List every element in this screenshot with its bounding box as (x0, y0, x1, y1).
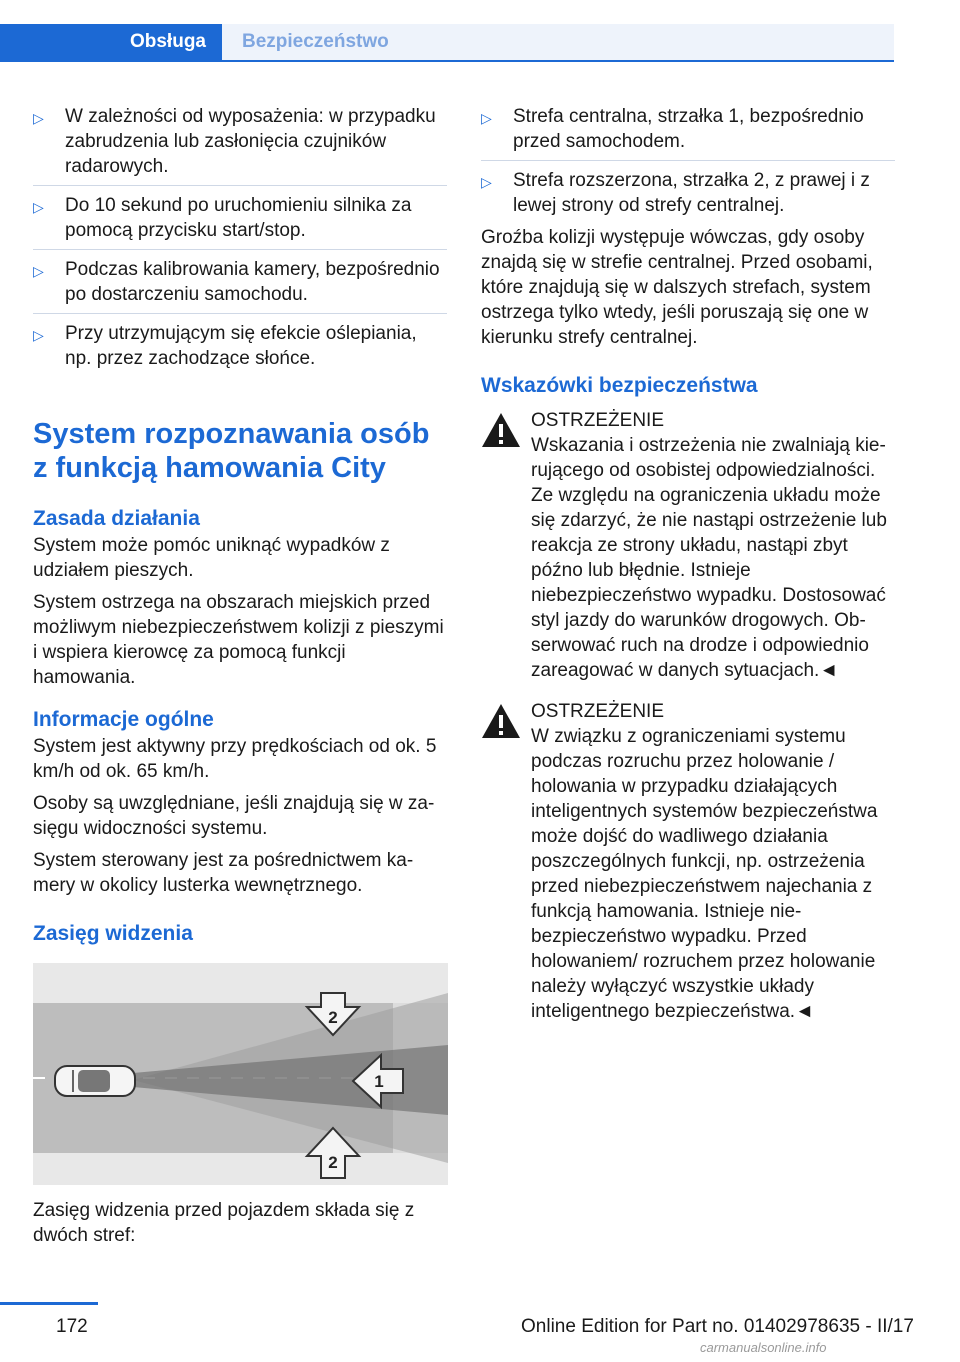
footer-divider (0, 1302, 98, 1305)
list-item: ▷ W zależności od wyposażenia: w przypadku zabrudzenia lub zasłonięcia czujników radarowych. (33, 106, 436, 177)
watermark: carmanualsonline.info (700, 1340, 827, 1355)
warning-text: Wskazania i ostrzeżenia nie zwalniają kierującego od osobistej odpowiedzialności. Ze względu na ograniczenia układu może się zdarzyć, że nie nastąpi ostrzeżenie lub reakcja ze strony układu, nastąpi zbyt późno lub błędnie. Istnieje niebezpieczeństwo wypadku. Dostosować styl jazdy do warunków drogowych. Obserwować ruch na drodze i odpowiednio zareagować w danych sytuacjach.◄ (531, 435, 887, 681)
paragraph: Osoby są uwzględniane, jeśli znajdują się w zasięgu widoczności systemu. (33, 793, 435, 839)
list-item: ▷ Strefa centralna, strzałka 1, bezpośrednio przed samochodem. (481, 106, 864, 152)
divider (33, 313, 447, 314)
warning-title: OSTRZEŻENIE (531, 410, 665, 431)
triangle-right-icon: ▷ (481, 174, 492, 190)
paragraph: System może pomóc uniknąć wypadków z udziałem pieszych. (33, 535, 390, 581)
warning-block (481, 408, 895, 683)
arrow-label: 2 (328, 1153, 338, 1172)
tab-bezpieczenstwo[interactable]: Bezpieczeństwo (222, 24, 894, 60)
arrow-label: 1 (374, 1072, 384, 1091)
warning-block (481, 699, 895, 1024)
triangle-right-icon: ▷ (33, 110, 44, 126)
warning-triangle-icon (481, 703, 521, 739)
paragraph: System jest aktywny przy prędkościach od ok. 5 km/h od ok. 65 km/h. (33, 736, 437, 782)
page-number: 172 (56, 1316, 88, 1337)
section-title: System rozpoznawania osób z funkcją hamowania City (33, 418, 430, 484)
heading-zasieg: Zasięg widzenia (33, 922, 193, 945)
warning-text: W związku z ograniczeniami systemu podczas rozruchu przez holowanie / holowania w przypadku działających inteligentnych systemów bezpieczeństwa może dojść do wadliwego działania poszczególnych funkcji, np. ostrzeżenia przed niebezpieczeństwem najechania z funkcją hamowania. Istnieje niebezpieczeństwo wypadku. Przed holowaniem/ rozruchem przez holowanie należy wyłączyć wszystkie układy inteligentnego bezpieczeństwa.◄ (531, 726, 878, 1022)
edition-info: Online Edition for Part no. 01402978635 - II/17 (521, 1316, 914, 1337)
divider (33, 185, 447, 186)
heading-informacje: Informacje ogólne (33, 708, 214, 731)
triangle-right-icon: ▷ (481, 110, 492, 126)
arrow-label: 2 (328, 1008, 338, 1027)
list-item: ▷ Przy utrzymującym się efekcie oślepiania, np. przez zachodzące słońce. (33, 323, 417, 369)
left-bullet-list (33, 104, 447, 371)
paragraph: Groźba kolizji występuje wówczas, gdy osoby znajdą się w strefie centralnej. Przed osobami, które znajdują się w dalszych strefach, system ostrzega tylko wtedy, jeśli poruszają się one w kierunku strefy centralnej. (481, 227, 873, 348)
list-item: ▷ Podczas kalibrowania kamery, bezpośrednio po dostarczeniu samochodu. (33, 259, 440, 305)
divider (33, 249, 447, 250)
detection-range-diagram (33, 963, 448, 1185)
list-item: ▷ Do 10 sekund po uruchomieniu silnika za pomocą przycisku start/stop. (33, 195, 412, 241)
triangle-right-icon: ▷ (33, 263, 44, 279)
figure-caption: Zasięg widzenia przed pojazdem składa się z dwóch stref: (33, 1200, 415, 1246)
triangle-right-icon: ▷ (33, 327, 44, 343)
car-icon (55, 1066, 135, 1096)
right-column (481, 0, 895, 1024)
warning-title: OSTRZEŻENIE (531, 701, 665, 722)
right-bullet-list (481, 104, 895, 218)
warning-triangle-icon (481, 412, 521, 448)
heading-wskazowki: Wskazówki bezpieczeństwa (481, 374, 758, 397)
paragraph: System ostrzega na obszarach miejskich przed możliwym niebezpieczeństwem kolizji z pieszymi i wspiera kierowcę za pomocą funkcji hamowania. (33, 592, 444, 688)
triangle-right-icon: ▷ (33, 199, 44, 215)
list-item: ▷ Strefa rozszerzona, strzałka 2, z prawej i z lewej strony od strefy centralnej. (481, 170, 870, 216)
paragraph: System sterowany jest za pośrednictwem kamery w okolicy lusterka wewnętrznego. (33, 850, 414, 896)
tab-obsluga[interactable]: Obsługa (0, 24, 222, 60)
left-column (33, 0, 447, 948)
heading-zasada: Zasada działania (33, 507, 200, 530)
detection-range-figure (33, 963, 448, 1185)
divider (481, 160, 895, 161)
